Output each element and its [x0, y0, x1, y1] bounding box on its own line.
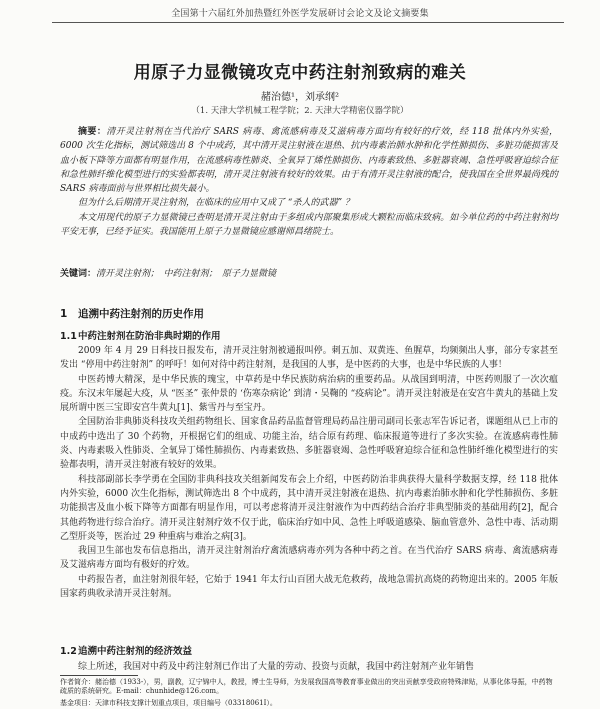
- abstract-p1: 清开灵注射剂在当代治疗 SARS 病毒、禽流感病毒及艾滋病毒方面均有较好的疗效，经 118 批体内外实验，6000 次生化指标，测试筛选出 8 个中成药，其中清开灵注射液在退热、抗内毒素治肺水肿和化学性肺损伤、多脏功能损害及血小板下降等方面都有明显作用，在流感病毒性肺炎、全氧异丁烯性肺损伤、内毒素致热、多脏器衰竭、急性呼吸窘迫综合征和急性肺纤维化模型进行的实验都表明，清开灵注射液有较好的效果。由于有清开灵注射液的配合，使我国在全世界最尚残的 SARS 病毒面前与世界相比损失最小。: [60, 127, 558, 195]
- abstract-p2: 但为什么后期清开灵注射剂，在临床的应用中又成了 “杀人的武器” ？: [78, 198, 354, 209]
- running-header: 全国第十六届红外加热暨红外医学发展研讨会论文及论文摘要集: [171, 9, 429, 19]
- paragraph: 综上所述，我国对中药及中药注射剂已作出了大量的劳动、投资与贡献，我国中药注射剂产业年销售: [78, 662, 475, 672]
- footnote-rule: [60, 675, 138, 676]
- authors: 赭治德¹，刘承纲²: [260, 92, 340, 103]
- paragraph: 中药报告者，血注射剂很年轻，它始于 1941 年太行山百团大战无危救药，战地急需抗高烧的药物迎出来的。2005 年版国家药典收录清开灵注射剂。: [60, 574, 558, 600]
- paragraph: 我国卫生部也发布信息指出，清开灵注射剂治疗禽流感病毒亦列为各种中药之首。在当代治疗 SARS 病毒、禽流感病毒及艾滋病毒方面均有极好的疗效。: [60, 546, 558, 571]
- header-rule: [52, 22, 564, 23]
- section-number: 1.2: [60, 646, 77, 657]
- paper-title: 用原子力显微镜攻克中药注射剂致病的难关: [133, 63, 467, 83]
- section-heading-1: [60, 306, 204, 321]
- abstract-label: 摘要：: [78, 127, 107, 137]
- section-number: 1: [60, 308, 68, 320]
- paragraph: 全国防治非典肺炎科技攻关组药物组长、国家食品药品监督管理局药品注册司副司长张志军告诉记者，课题组从已上市的中成药中选出了 30 个药物，开根据它们的组成、功能主治，结合原有药理、临床报道等进行了多次实验。在流感病毒性肺炎、内毒素吸入性肺炎、全氧异丁烯性肺损伤、内毒素致热、多脏器衰竭、急性呼吸窘迫综合征和急性肺纤维化模型进行的实验都表明，清开灵注射液有较好的效果。: [60, 417, 558, 471]
- section-heading-1-2: [60, 643, 192, 657]
- abstract-p3: 本文用现代的原子力显微镜已查明是清开灵注射由于多组成内部聚集形成大颗粒而临床致病。如今单位药的中药注射剂均平安无事，已经予证实。我国能用上原子力显微镜应感谢师昌绪院士。: [60, 212, 558, 238]
- affiliation: （1. 天津大学机械工程学院；2. 天津大学精密仪器学院）: [191, 106, 409, 116]
- section-title: 追溯中药注射剂的经济效益: [78, 646, 193, 657]
- paragraph: 2009 年 4 月 29 日科技日报发布，清开灵注射剂被通报叫停。刺五加、双黄连、鱼腥草，均频频出人事，部分专家甚至发出 “停用中药注射剂” 的呼吁！如何对待中药注射剂，是我国的人事，是中医药的大事，也是中华民族的人事！: [60, 346, 558, 371]
- section-title: 追溯中药注射剂的历史作用: [78, 308, 204, 320]
- section-heading-1-1: [60, 328, 221, 342]
- section-number: 1.1: [60, 331, 77, 342]
- abstract: [60, 125, 558, 239]
- paragraph: 科技部副部长李学勇在全国防非典科技攻关组新闻发布会上介绍，中医药防治非典获得大量科学数据支撑，经 118 批体内外实验，6000 次生化指标，测试筛选出 8 个中成药，其中清开灵注射液在退热、抗内毒素治肺水肿和化学性肺损伤、多脏功能损害及血小板下降等方面都有明显作用，可以考虑将清开灵注射液作为中西药结合治疗非典型肺炎的基础用药[2]，配合其他药物进行综合治疗。清开灵注射剂疗效不仅于此，临床治疗如中风、急性上呼吸道感染、脑血管意外、急性中毒、活动期乙型肝炎等，医治过 29 种重病与难治之病[3]。: [60, 474, 558, 542]
- keywords-text: 清开灵注射剂； 中药注射剂； 原子力显微镜: [96, 269, 277, 279]
- section-title: 中药注射剂在防治非典时期的作用: [78, 331, 221, 342]
- footnote-funding: 基金项目：天津市科技支撑计划重点项目，项目编号（03318061I）。: [60, 699, 277, 707]
- keywords-label: 关键词：: [60, 269, 97, 279]
- footnote-author: 作者简介：赭治德（1933-），男，副教，辽宁锦中人，教授，博士生导师，为发展我国高等教育事业做出的突出贡献享受政府特殊津贴，从事化体导振，中药物疏质的系统研究。E-mail：chunhide@126.com。: [60, 678, 553, 695]
- keywords: [60, 267, 558, 281]
- paragraph: 中医药博大精深，是中华民族的瑰宝，中草药是中华民族防病治病的重要药品。从战国到明清，中医药则服了一次次瘟疫。东汉末年屡起大疫，从 “医圣” 张仲景的 ‘伤寒杂病论’ 到清・吴鞠的 “疫病论”。清开灵注射液是在安宫牛黄丸的基础上发展所谓中医三宝即安宫牛黄丸[1]、紫雪丹与至宝丹。: [60, 374, 558, 414]
- section-1-2-body: [60, 660, 558, 674]
- section-1-1-body: [60, 344, 558, 601]
